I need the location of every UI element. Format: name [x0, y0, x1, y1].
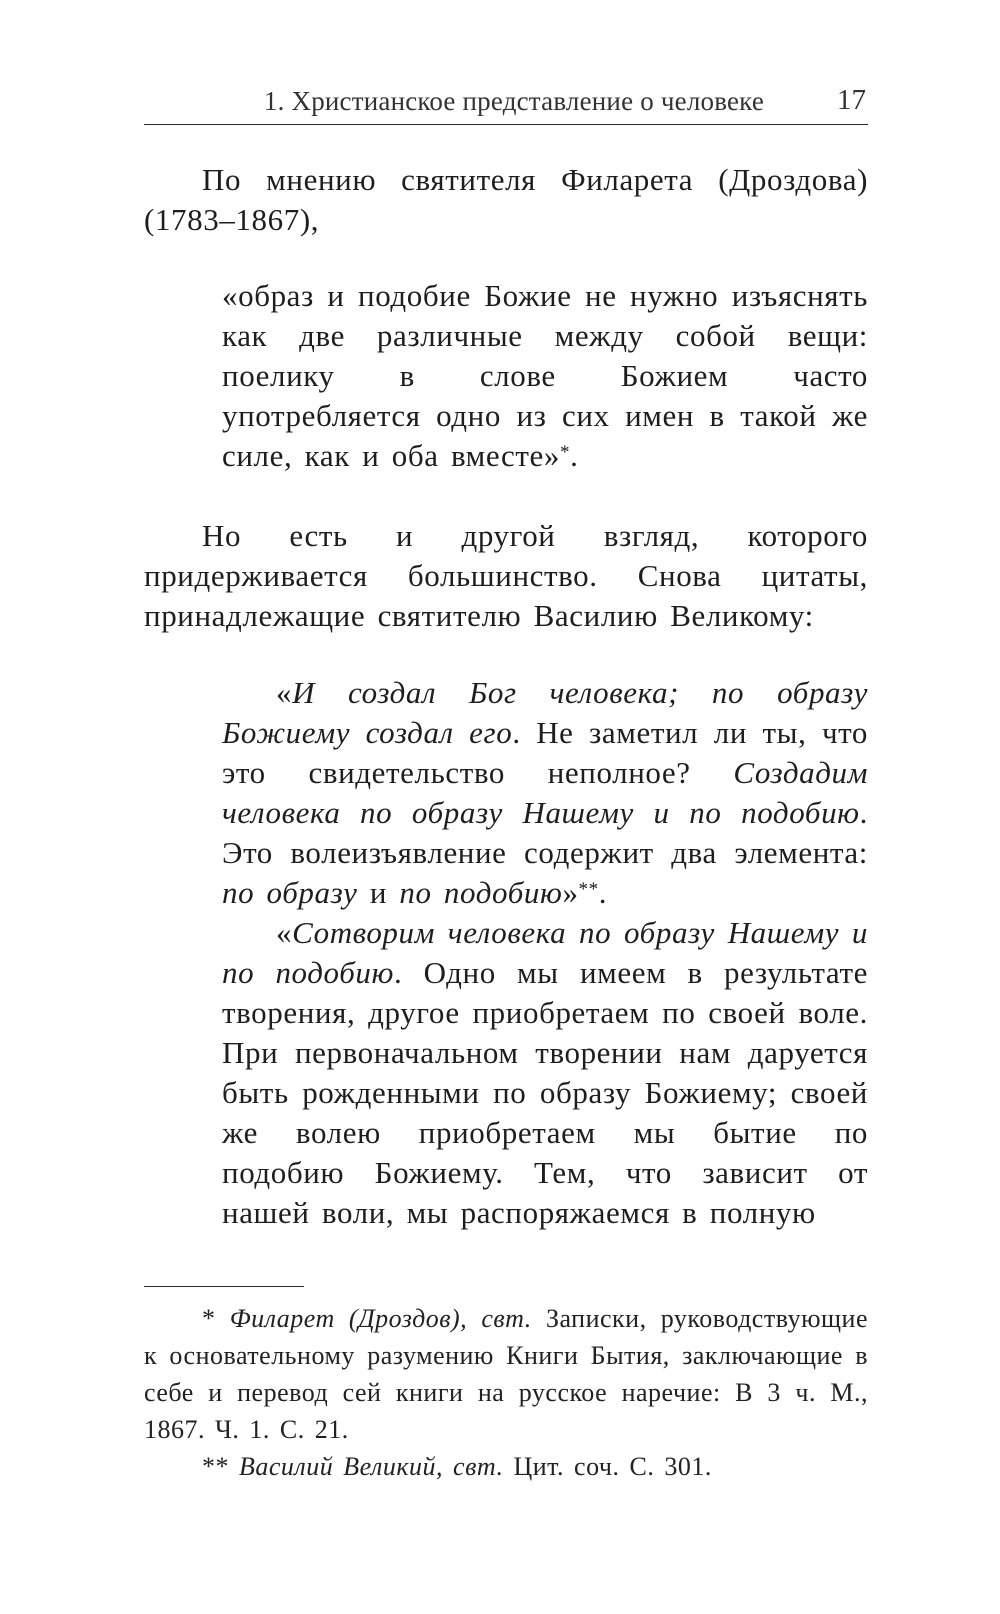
- quote-basil-paragraph-1: [222, 673, 868, 913]
- quote-text: . Это волеизъявление содержит два элемента:: [222, 795, 868, 870]
- italic-scripture: Создадим человека по образу Нашему и по подобию: [222, 755, 868, 830]
- italic-scripture: Сотворим человека по образу Нашему и по подобию: [222, 915, 868, 990]
- quote-basil-paragraph-2: [222, 913, 868, 1233]
- italic-term: по подобию: [399, 875, 563, 910]
- footnote-text: Цит. соч. С. 301.: [503, 1452, 712, 1481]
- footnote-mark: *: [202, 1304, 230, 1333]
- quote-text: . Одно мы имеем в результате творения, другое приобретаем по своей воле. При первоначальном творении нам даруется быть рожденными по образу Божиему; своей же волею приобретаем мы бытие по подобию Божиему. Тем, что зависит от нашей воли, мы распоряжаемся в полную: [222, 955, 869, 1230]
- quote-filaret-end: .: [570, 438, 579, 473]
- quote-filaret-text: «образ и подобие Божие не нужно изъяснять как две различные между собой вещи: поелику в слове Божием часто употребляется одно из сих имен в такой же силе, как и оба вместе»: [222, 278, 868, 473]
- footnote-text: Записки, руководствующие к основательному разумению Книги Бытия, заключающие в себе и перевод сей книги на русское наречие: В 3 ч. М., 1867. Ч. 1. С. 21.: [144, 1304, 869, 1444]
- footnote-1: [144, 1300, 868, 1448]
- quote-filaret: [222, 276, 868, 476]
- footnote-2: [144, 1448, 868, 1485]
- quote-close: »: [562, 875, 579, 910]
- quote-end: .: [598, 875, 608, 910]
- running-header: [144, 84, 868, 125]
- quote-text: и: [357, 875, 400, 910]
- footnote-author: Василий Великий, свт.: [239, 1452, 504, 1481]
- quote-text: . Не заметил ли ты, что это свидетельство неполное?: [222, 715, 868, 790]
- quote-basil: [222, 673, 868, 1233]
- italic-term: по образу: [222, 875, 358, 910]
- footnote-mark: **: [202, 1452, 239, 1481]
- paragraph-filaret: По мнению святителя Филарета (Дроздова) (1783–1867),: [144, 162, 868, 237]
- quote-open: «: [276, 915, 293, 950]
- chapter-title: 1. Христианское представление о человеке: [263, 86, 764, 116]
- page-number: 17: [837, 84, 866, 116]
- footnote-ref-2: **: [578, 879, 599, 900]
- footnote-author: Филарет (Дроздов), свт.: [229, 1304, 532, 1333]
- quote-open: «: [276, 675, 293, 710]
- paragraph-other-view: Но есть и другой взгляд, которого придерживается большинство. Снова цитаты, принадлежащие святителю Василию Великому:: [144, 518, 868, 633]
- italic-scripture: И создал Бог человека; по образу Божиему создал его: [222, 675, 868, 750]
- footnote-ref-1: *: [559, 442, 571, 463]
- footnote-divider: [144, 1286, 304, 1287]
- footnotes: [144, 1300, 868, 1485]
